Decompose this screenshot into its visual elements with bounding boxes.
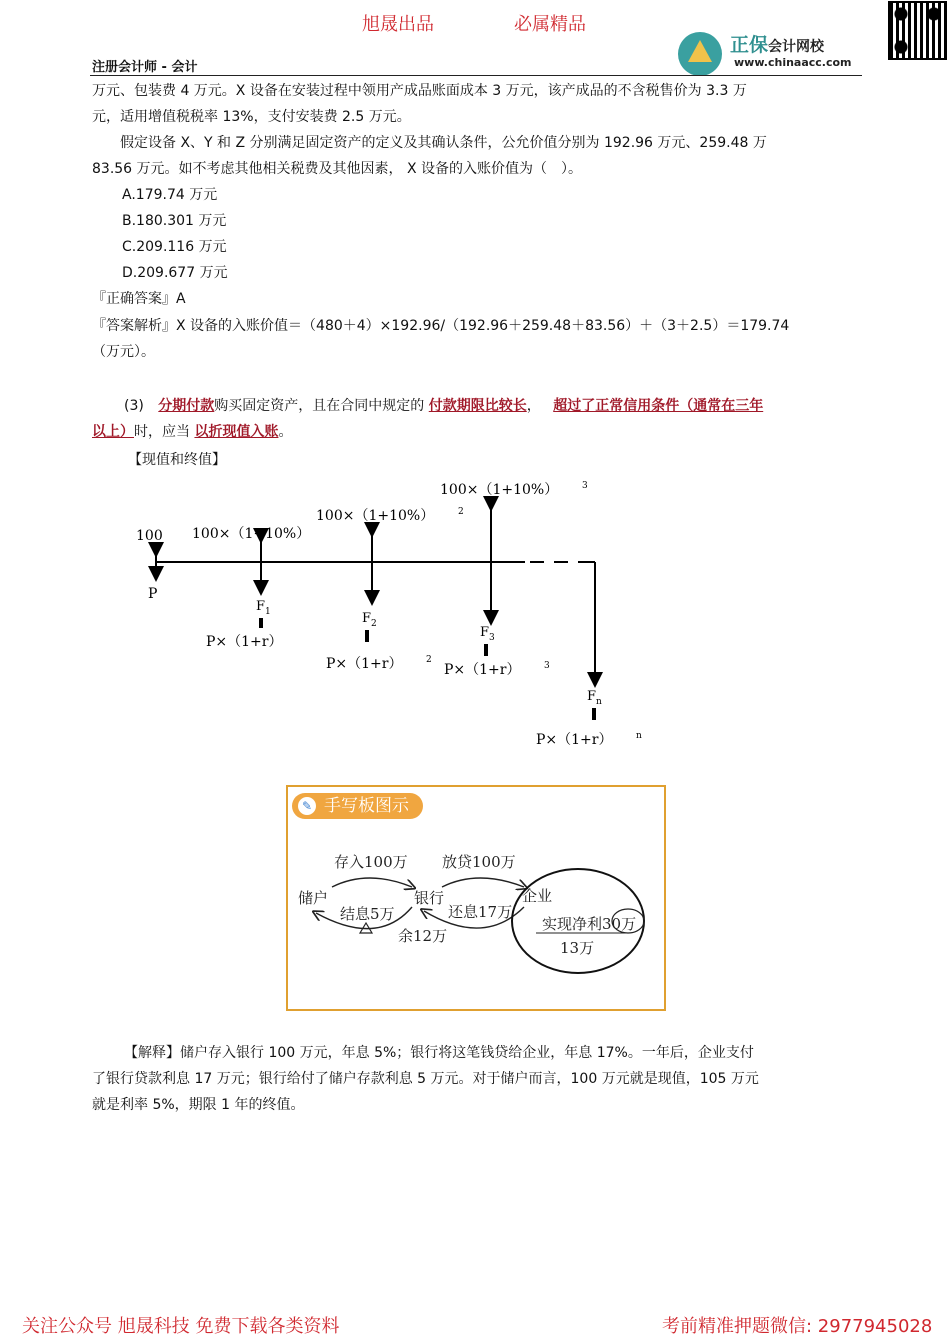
f1-sub: 1 (265, 607, 271, 617)
bottom-exp-n: n (636, 731, 642, 741)
option-b: B.180.301 万元 (122, 213, 227, 229)
answer-analysis: 『答案解析』X 设备的入账价值＝（480＋4）×192.96/（192.96＋259.48＋83.56）＋（3＋2.5）＝179.74 (92, 318, 790, 334)
f2-sub: 2 (371, 619, 377, 629)
deposit-arrow (332, 878, 412, 887)
logo-name2: 会计网校 (768, 39, 825, 55)
f3-sub: 3 (489, 633, 495, 643)
depositor-label: 储户 (298, 889, 329, 907)
profit-label: 实现净利30万 (542, 915, 637, 933)
p-label: P (148, 586, 158, 602)
explanation-line: 【解释】储户存入银行 100 万元，年息 5%；银行将这笔钱贷给企业，年息 17%。一年后，企业支付 (124, 1045, 754, 1061)
handwriting-title: 手写板图示 (324, 796, 409, 816)
f3-label: F (480, 625, 490, 640)
logo-url: www.chinaacc.com (734, 56, 852, 69)
fn-sub: n (596, 697, 602, 707)
top-label-2: 100×（1+10%） (316, 508, 435, 524)
point-number: (3) (124, 398, 144, 414)
f2-label: F (362, 611, 372, 626)
brand-left: 旭晟出品 (362, 14, 434, 35)
highlight-long-term: 付款期限比较长 (428, 398, 527, 414)
option-c: C.209.116 万元 (122, 239, 227, 255)
explanation-line: 就是利率 5%，期限 1 年的终值。 (92, 1097, 305, 1113)
remain-label: 余12万 (398, 927, 448, 945)
equals-mark (259, 618, 263, 628)
brand-right: 必属精品 (514, 14, 586, 35)
chinaacc-logo[interactable] (678, 28, 868, 76)
fn-label: F (587, 689, 597, 704)
handwriting-board (286, 785, 666, 1011)
top-exp-2: 2 (458, 507, 464, 517)
start-value: 100 (136, 528, 163, 544)
section-title: 【现值和终值】 (128, 452, 226, 468)
highlight-three-years: 以上） (92, 424, 134, 440)
interest-paid-label: 结息5万 (340, 905, 395, 923)
option-a: A.179.74 万元 (122, 187, 218, 203)
loan-label: 放贷100万 (442, 853, 516, 871)
question-line: 万元、包装费 4 万元。X 设备在安装过程中领用产成品账面成本 3 万元，该产成品的不含税售价为 3.3 万 (92, 83, 747, 99)
answer-analysis-cont: （万元）。 (92, 344, 155, 360)
profit-remain-label: 13万 (560, 939, 595, 957)
question-line: 假定设备 X、Y 和 Z 分别满足固定资产的定义及其确认条件，公允价值分别为 192.96 万元、259.48 万 (120, 135, 767, 151)
bottom-label-3: P×（1+r） (444, 662, 521, 678)
highlight-credit-terms: 超过了正常信用条件（通常在三年 (553, 398, 764, 414)
pen-icon: ✎ (298, 797, 316, 815)
top-label-3: 100×（1+10%） (440, 482, 559, 498)
repay-label: 还息17万 (448, 903, 513, 921)
logo-icon (678, 32, 722, 76)
highlight-installment: 分期付款 (158, 398, 215, 414)
company-label: 企业 (522, 887, 553, 905)
page-subtitle: 注册会计师 - 会计 (92, 60, 198, 75)
f1-label: F (256, 599, 266, 614)
explanation-line: 了银行贷款利息 17 万元；银行给付了储户存款利息 5 万元。对于储户而言，100 万元就是现值，105 万元 (92, 1071, 759, 1087)
flow-sketch (288, 787, 664, 1009)
bottom-label-2: P×（1+r） (326, 656, 403, 672)
bottom-exp-2: 2 (426, 655, 432, 665)
highlight-discount: 以折现值入账 (194, 424, 279, 440)
point3-paragraph-cont (92, 423, 292, 441)
qr-code-icon (890, 3, 945, 58)
logo-name: 正保 (730, 34, 769, 56)
bank-label: 银行 (414, 889, 445, 907)
question-line: 元，适用增值税税率 13%，支付安装费 2.5 万元。 (92, 109, 411, 125)
equals-mark (592, 708, 596, 720)
footer-left: 关注公众号 旭晟科技 免费下载各类资料 (22, 1316, 340, 1337)
correct-answer: 『正确答案』A (92, 291, 186, 307)
equals-mark (365, 630, 369, 642)
top-label-1: 100×（1+10%） (192, 526, 311, 542)
header-divider (90, 75, 862, 76)
footer-right: 考前精准押题微信: 2977945028 (662, 1316, 933, 1337)
bottom-label-n: P×（1+r） (536, 732, 613, 748)
point3-text: 购买固定资产，且在合同中规定的 (214, 398, 425, 414)
time-value-diagram (120, 470, 680, 760)
equals-mark (484, 644, 488, 656)
bottom-label-1: P×（1+r） (206, 634, 283, 650)
bottom-exp-3: 3 (544, 661, 550, 671)
option-d: D.209.677 万元 (122, 265, 228, 281)
loan-arrow (442, 878, 524, 887)
point3-text2: 时，应当 (134, 424, 190, 440)
point3-paragraph (124, 397, 763, 415)
point3-comma: ， (526, 398, 541, 414)
deposit-label: 存入100万 (334, 853, 408, 871)
point3-period: 。 (278, 424, 293, 440)
top-exp-3: 3 (582, 481, 588, 491)
question-line: 83.56 万元。如不考虑其他相关税费及其他因素， X 设备的入账价值为（ ）。 (92, 161, 583, 177)
